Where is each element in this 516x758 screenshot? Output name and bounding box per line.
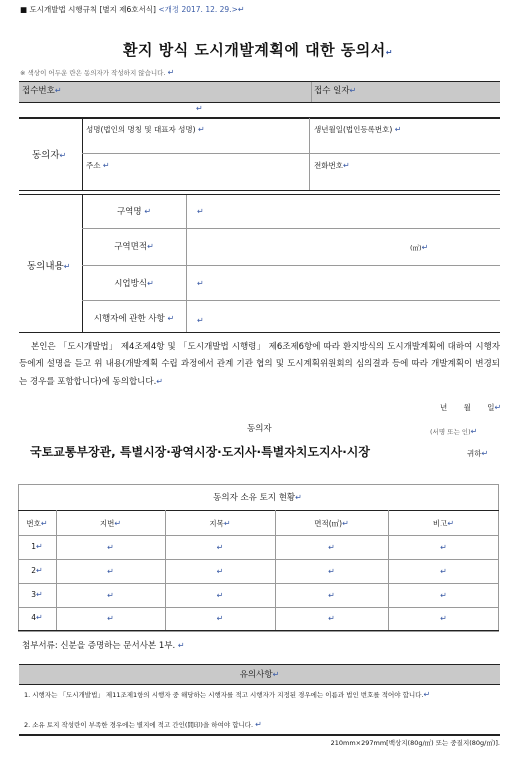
consent-statement: 본인은 「도시개발법」 제4조제4항 및 「도시개발법 시행령」 제6조제6항에 따라 환지방식의 도시개발계획에 대하여 시행자 등에게 설명을 듣고 위 내용(개발계획 수립 과정에서 관계 기관 협의 및 도시계획위원회의 심의결과 등에 따라 개발계획이 변경되는 경우를 포함합니다)에 동의합니다.↵	[19, 342, 500, 387]
table-row-no: 4↵	[31, 613, 43, 622]
column-header-area: 면적(㎡)↵	[314, 519, 349, 528]
table-cell-remark[interactable]: ↵	[440, 567, 447, 576]
note-item-1: 1. 시행자는 「도시개발법」 제11조제1항의 시행자 중 해당하는 시행자를 적고 시행자가 지정된 경우에는 이름과 법인 번호를 적어야 합니다.↵	[24, 690, 431, 699]
table-row-no: 3↵	[31, 590, 43, 599]
table-cell-area[interactable]: ↵	[328, 567, 335, 576]
table-cell-lot[interactable]: ↵	[107, 567, 114, 576]
table-cell-lot[interactable]: ↵	[107, 543, 114, 552]
operator-info-label: 시행자에 관한 사항 ↵	[93, 314, 175, 324]
address-field-label: 주소 ↵	[86, 161, 110, 170]
phone-field-label: 전화번호↵	[314, 161, 350, 170]
table-cell-category[interactable]: ↵	[216, 543, 224, 552]
attachment-line: 첨부서류: 신분을 증명하는 문서사본 1부. ↵	[22, 641, 185, 651]
area-name-label: 구역명 ↵	[116, 207, 152, 217]
table-cell-area[interactable]: ↵	[328, 591, 335, 600]
note-item-2: 2. 소유 토지 작성란이 부족한 경우에는 별지에 적고 간인(間印)을 하여야 합니다. ↵	[24, 720, 262, 729]
form-reference: ■ 도시개발법 시행규칙 [별지 제6호서식] <개정 2017. 12. 29.>↵	[20, 5, 245, 14]
table-cell-remark[interactable]: ↵	[440, 591, 447, 600]
name-field-label: 성명(법인의 명칭 및 대표자 성명) ↵	[86, 125, 205, 134]
recipient-suffix: 귀하↵	[467, 449, 489, 458]
recipient-authority: 국토교통부장관, 특별시장·광역시장·도지사·특별자치도지사·시장	[30, 445, 370, 459]
land-table-title: 동의자 소유 토지 현황↵	[213, 493, 302, 503]
area-size-label: 구역면적↵	[114, 242, 154, 252]
consent-section-label: 동의내용↵	[27, 261, 71, 272]
table-row-no: 1↵	[31, 542, 43, 551]
date-line: 년 월 일↵	[440, 403, 502, 412]
receipt-number-label: 접수번호↵	[22, 86, 62, 96]
project-method-label: 시업방식↵	[114, 279, 154, 289]
column-header-category: 지목↵	[209, 519, 231, 528]
table-row-no: 2↵	[31, 566, 43, 575]
table-cell-category[interactable]: ↵	[216, 567, 224, 576]
document-title: 환지 방식 도시개발계획에 대한 동의서↵	[123, 41, 393, 59]
column-header-remark: 비고↵	[432, 519, 455, 528]
consenter-section-label: 동의자↵	[32, 150, 67, 161]
area-unit: (㎡)↵	[410, 243, 429, 252]
birth-field-label: 생년월일(법인등록번호) ↵	[314, 125, 402, 134]
table-cell-remark[interactable]: ↵	[440, 543, 447, 552]
table-cell-area[interactable]: ↵	[328, 543, 335, 552]
paper-spec: 210mm×297mm[백상지(80g/㎡) 또는 중질지(80g/㎡)].	[330, 739, 500, 747]
land-table-frame	[18, 484, 499, 632]
notes-title: 유의사항↵	[19, 665, 500, 684]
table-cell-category[interactable]: ↵	[216, 614, 224, 623]
signature-note: (서명 또는 인)↵	[430, 427, 478, 436]
table-cell-lot[interactable]: ↵	[107, 614, 114, 623]
signature-label: 동의자	[247, 424, 272, 434]
column-header-lot: 지번↵	[99, 519, 122, 528]
table-cell-lot[interactable]: ↵	[107, 591, 114, 600]
table-cell-area[interactable]: ↵	[328, 614, 335, 623]
column-header-no: 번호↵	[26, 519, 48, 528]
receipt-date-label: 접수 일자↵	[314, 86, 357, 96]
receipt-row	[19, 82, 500, 102]
table-cell-category[interactable]: ↵	[216, 591, 224, 600]
table-cell-remark[interactable]: ↵	[440, 614, 447, 623]
shade-note: ※ 색상이 어두운 란은 동의자가 작성하지 않습니다. ↵	[20, 68, 175, 77]
